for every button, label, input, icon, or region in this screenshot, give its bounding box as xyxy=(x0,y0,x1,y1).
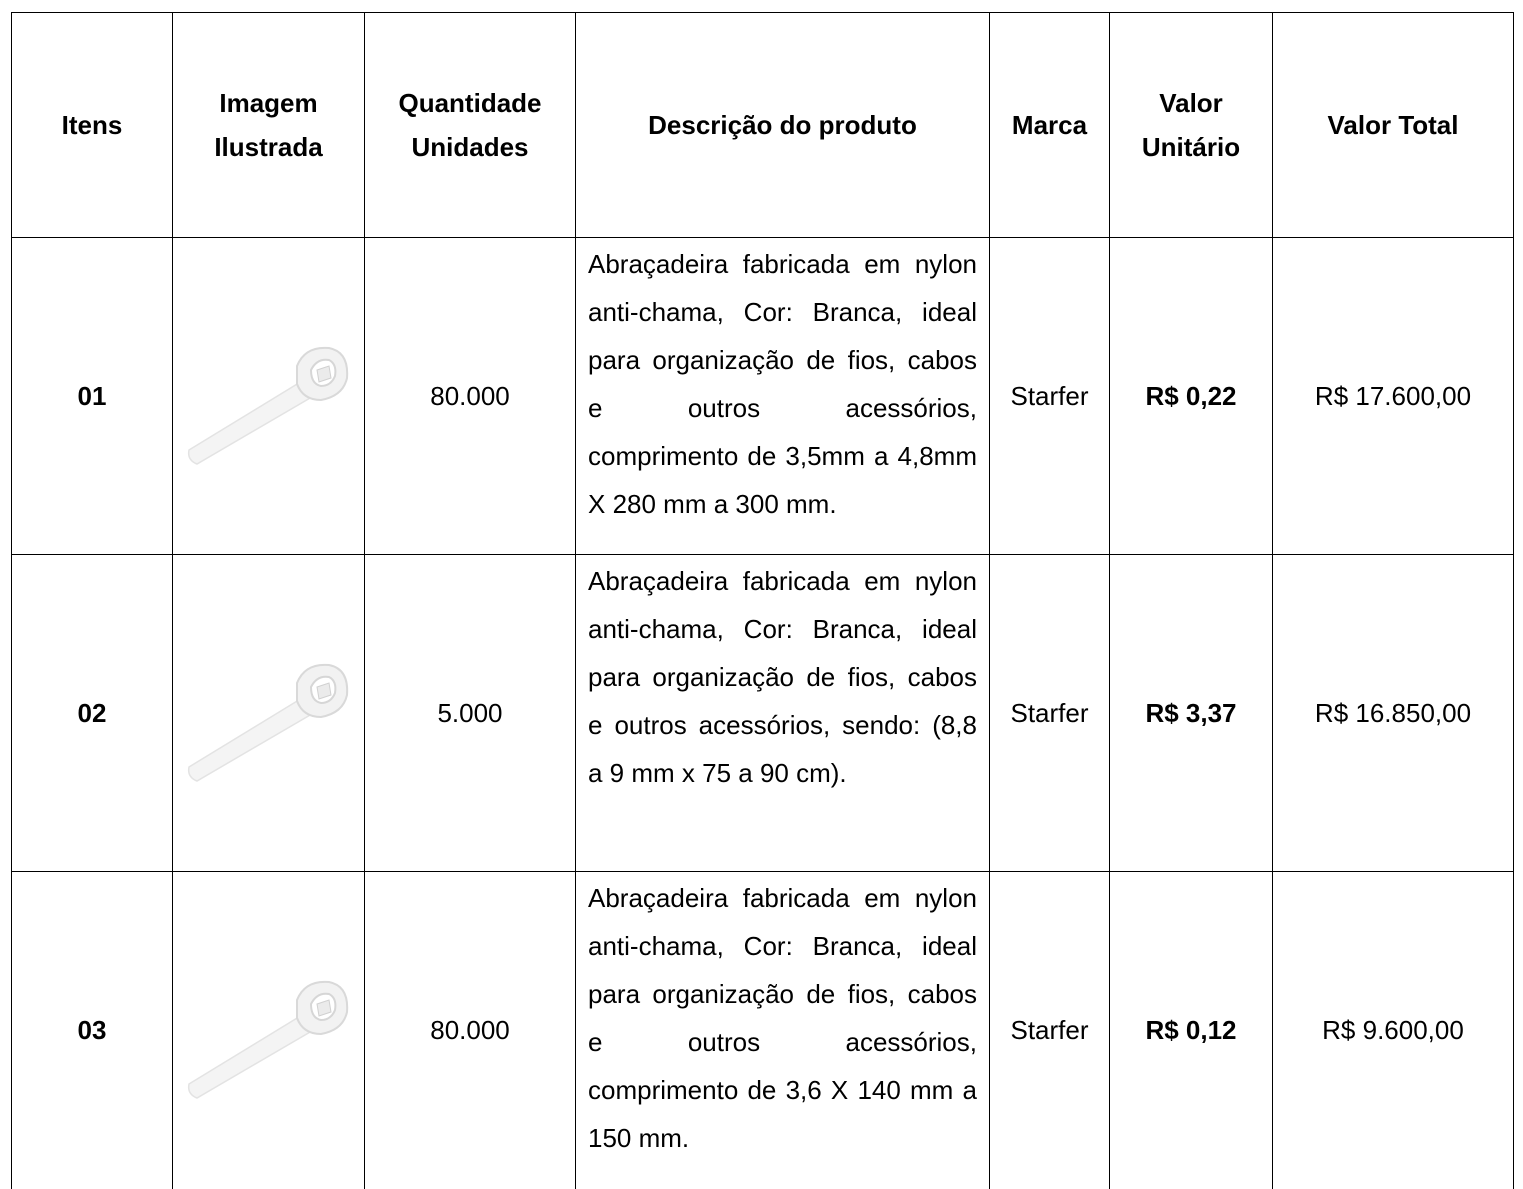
header-valor-total xyxy=(1273,13,1514,238)
header-imagem xyxy=(173,13,365,238)
header-valor-unitario xyxy=(1110,13,1273,238)
product-quote-table xyxy=(11,12,1514,1189)
table-row xyxy=(12,555,1514,872)
product-image xyxy=(173,555,365,872)
cable-tie-icon xyxy=(179,326,359,466)
table-header-row xyxy=(12,13,1514,238)
quantity: 80.000 xyxy=(365,238,576,555)
product-description-text: Abraçadeira fabricada em nylon anti-chama, Cor: Branca, ideal para organização de fios, cabos e outros acessórios, comprimento de 3,5mm a 4,8mm X 280 mm a 300 mm. xyxy=(588,249,977,519)
product-description xyxy=(576,555,990,872)
header-quantidade-line1: Quantidade xyxy=(398,87,542,118)
product-image xyxy=(173,872,365,1189)
header-valor-total-label: Valor Total xyxy=(1327,109,1459,140)
brand: Starfer xyxy=(990,555,1110,872)
header-descricao xyxy=(576,13,990,238)
cable-tie-icon xyxy=(179,643,359,783)
brand: Starfer xyxy=(990,872,1110,1189)
product-description-text: Abraçadeira fabricada em nylon anti-chama, Cor: Branca, ideal para organização de fios, cabos e outros acessórios, comprimento de 3,6 X 140 mm a 150 mm. xyxy=(588,883,977,1153)
header-marca-label: Marca xyxy=(1011,109,1088,140)
table-row xyxy=(12,238,1514,555)
total-price: R$ 9.600,00 xyxy=(1273,872,1514,1189)
header-quantidade-line2: Unidades xyxy=(411,132,529,162)
header-imagem-line2: Ilustrada xyxy=(214,132,323,162)
item-number: 02 xyxy=(12,555,173,872)
unit-price: R$ 0,22 xyxy=(1110,238,1273,555)
header-itens-label: Itens xyxy=(61,109,123,140)
unit-price: R$ 3,37 xyxy=(1110,555,1273,872)
header-valor-unitario-line1: Valor xyxy=(1159,87,1223,118)
quantity: 5.000 xyxy=(365,555,576,872)
header-descricao-label: Descrição do produto xyxy=(648,109,917,140)
header-itens xyxy=(12,13,173,238)
total-price: R$ 16.850,00 xyxy=(1273,555,1514,872)
product-description-text: Abraçadeira fabricada em nylon anti-chama, Cor: Branca, ideal para organização de fios, cabos e outros acessórios, sendo: (8,8 a 9 mm x 75 a 90 cm). xyxy=(588,566,977,788)
item-number: 03 xyxy=(12,872,173,1189)
cable-tie-icon xyxy=(179,960,359,1100)
table-row xyxy=(12,872,1514,1189)
item-number: 01 xyxy=(12,238,173,555)
total-price: R$ 17.600,00 xyxy=(1273,238,1514,555)
header-valor-unitario-line2: Unitário xyxy=(1141,132,1241,162)
product-description xyxy=(576,872,990,1189)
product-image xyxy=(173,238,365,555)
quantity: 80.000 xyxy=(365,872,576,1189)
header-marca xyxy=(990,13,1110,238)
brand: Starfer xyxy=(990,238,1110,555)
header-quantidade xyxy=(365,13,576,238)
unit-price: R$ 0,12 xyxy=(1110,872,1273,1189)
header-imagem-line1: Imagem xyxy=(219,87,318,118)
product-description xyxy=(576,238,990,555)
